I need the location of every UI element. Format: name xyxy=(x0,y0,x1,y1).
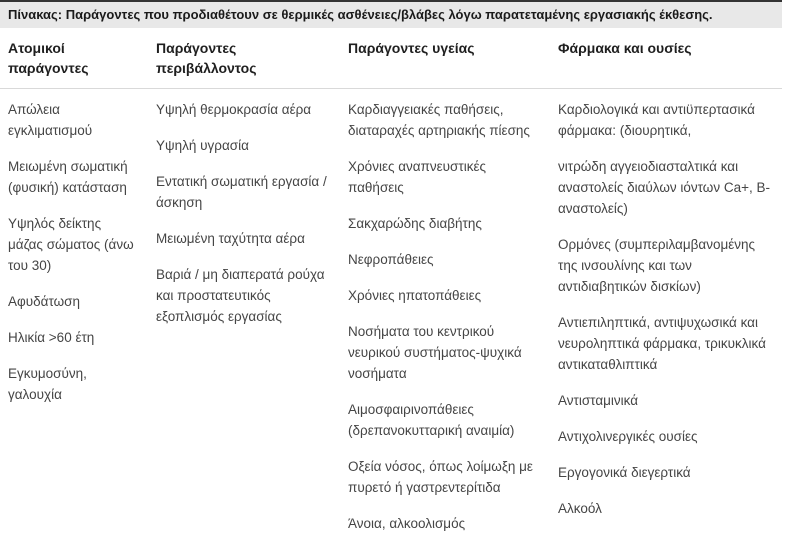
table-cell-item: Αιμοσφαιρινοπάθειες (δρεπανοκυτταρική αναιμία) xyxy=(348,402,515,438)
table-body-row xyxy=(0,89,782,549)
table-header-row xyxy=(0,32,782,89)
table-cell-item: Αντισταμινικά xyxy=(558,393,639,408)
table-cell-item: Μειωμένη ταχύτητα αέρα xyxy=(156,231,305,246)
table-cell-item: νιτρώδη αγγειοδιασταλτικά και αναστολείς διαύλων ιόντων Ca+, Β-αναστολείς) xyxy=(558,159,770,216)
table-cell-item: Καρδιολογικά και αντιϋπερτασικά φάρμακα: (διουρητικά, xyxy=(558,102,755,138)
table-cell-item: Αντιχολινεργικές ουσίες xyxy=(558,429,698,444)
table-cell-item: Καρδιαγγειακές παθήσεις, διαταραχές αρτηριακής πίεσης xyxy=(348,102,530,138)
table-cell-item: Απώλεια εγκλιματισμού xyxy=(8,102,93,138)
table-cell-item: Εντατική σωματική εργασία / άσκηση xyxy=(156,174,327,210)
table-cell-item: Αλκοόλ xyxy=(558,501,602,516)
table-cell-item: Άνοια, αλκοολισμός xyxy=(348,516,466,531)
column-header-1: Ατομικοί παράγοντες xyxy=(8,40,89,76)
table-cell-item: Ορμόνες (συμπεριλαμβανομένης της ινσουλίνης και των αντιδιαβητικών δισκίων) xyxy=(558,237,756,294)
table-cell-item: Υψηλή υγρασία xyxy=(156,138,249,153)
table-caption: Πίνακας: Παράγοντες που προδιαθέτουν σε θερμικές ασθένειες/βλάβες λόγω παρατεταμένης εργασιακής έκθεσης. xyxy=(0,0,782,28)
column-header-2: Παράγοντες περιβάλλοντος xyxy=(156,40,257,76)
table-cell-item: Νοσήματα του κεντρικού νευρικού συστήματος-ψυχικά νοσήματα xyxy=(348,324,522,381)
column-header-4: Φάρμακα και ουσίες xyxy=(558,40,692,56)
table-column-3 xyxy=(340,89,550,549)
table-cell-item: Ηλικία >60 έτη xyxy=(8,330,95,345)
table-column-1 xyxy=(0,89,148,549)
column-header-3: Παράγοντες υγείας xyxy=(348,40,475,56)
table-cell-item: Οξεία νόσος, όπως λοίμωξη με πυρετό ή γαστρεντερίτιδα xyxy=(348,459,533,495)
table-cell-item: Αντιεπιληπτικά, αντιψυχωσικά και νευροληπτικά φάρμακα, τρικυκλικά αντικαταθλιπτικά xyxy=(558,315,766,372)
table-cell-item: Σακχαρώδης διαβήτης xyxy=(348,216,482,231)
table-cell-item: Νεφροπάθειες xyxy=(348,252,434,267)
table-cell-item: Χρόνιες ηπατοπάθειες xyxy=(348,288,482,303)
table-cell-item: Βαριά / μη διαπερατά ρούχα και προστατευτικός εξοπλισμός εργασίας xyxy=(156,267,325,324)
table-cell-item: Εργογονικά διεγερτικά xyxy=(558,465,691,480)
table-cell-item: Χρόνιες αναπνευστικές παθήσεις xyxy=(348,159,486,195)
table-cell-item: Μειωμένη σωματική (φυσική) κατάσταση xyxy=(8,159,128,195)
table-cell-item: Αφυδάτωση xyxy=(8,294,80,309)
table-column-4 xyxy=(550,89,782,549)
table-cell-item: Υψηλός δείκτης μάζας σώματος (άνω του 30) xyxy=(8,216,134,273)
table-cell-item: Υψηλή θερμοκρασία αέρα xyxy=(156,102,312,117)
table-column-2 xyxy=(148,89,340,549)
table-cell-item: Εγκυμοσύνη, γαλουχία xyxy=(8,366,87,402)
